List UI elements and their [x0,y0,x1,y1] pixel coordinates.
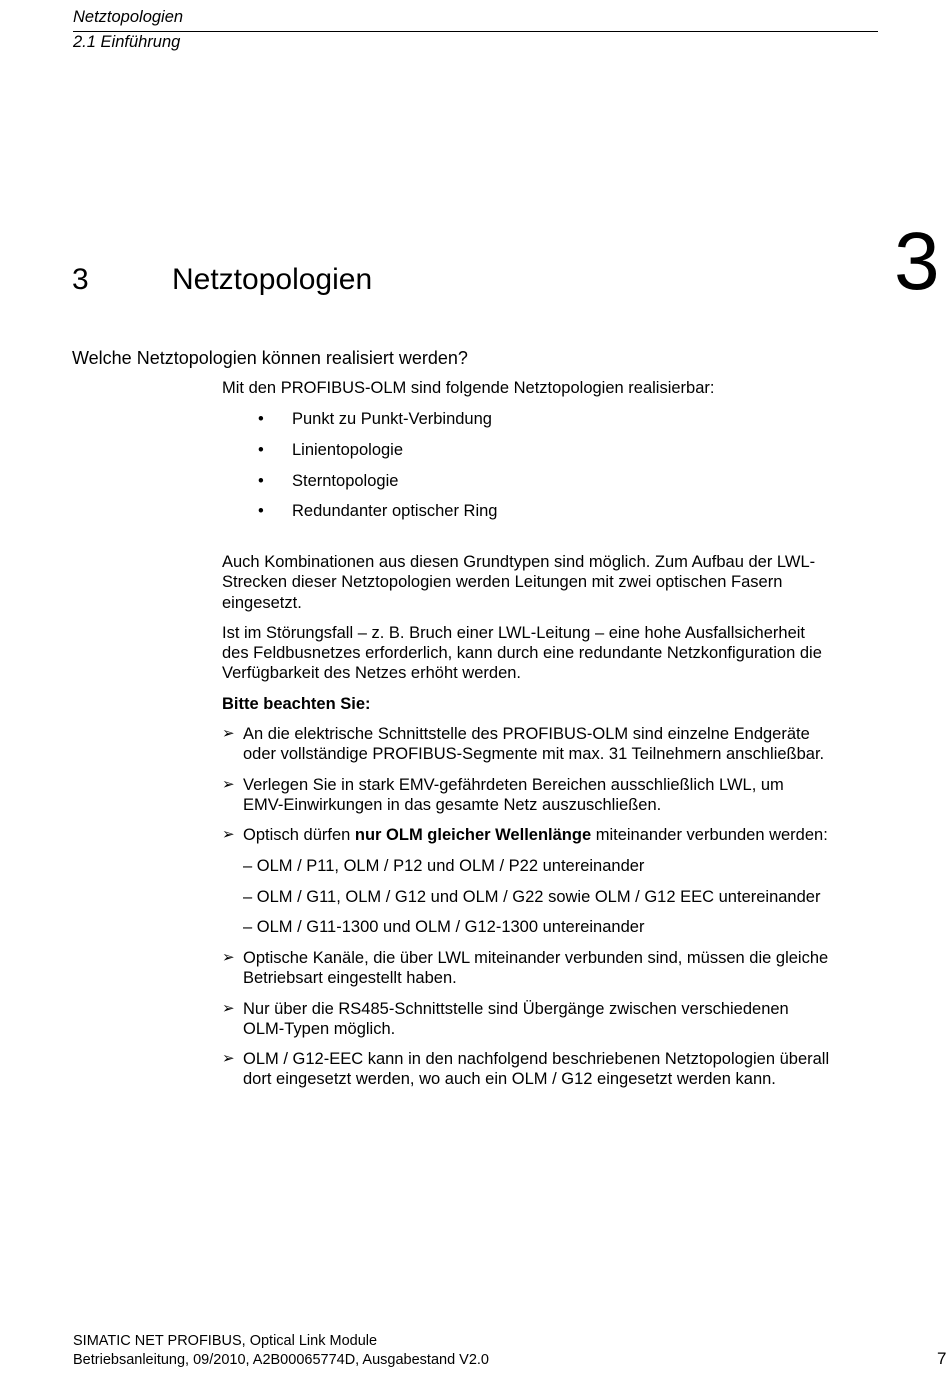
paragraph-line: des Feldbusnetzes erforderlich, kann durch eine redundante Netzkonfiguration die [222,644,822,662]
note-line: Optische Kanäle, die über LWL miteinander verbunden sind, müssen die gleiche [243,949,829,967]
header-divider [73,31,878,32]
note-line: oder vollständige PROFIBUS-Segmente mit max. 31 Teilnehmern anschließbar. [243,745,825,763]
paragraph-line: Strecken dieser Netztopologien werden Leitungen mit zwei optischen Fasern [222,573,783,591]
note-text-regular: miteinander verbunden werden: [591,826,828,844]
chapter-number: 3 [72,263,89,296]
note-line: An die elektrische Schnittstelle des PROFIBUS-OLM sind einzelne Endgeräte [243,725,810,743]
note-line: dort eingesetzt werden, wo auch ein OLM / G12 eingesetzt werden kann. [243,1070,776,1088]
note-line [243,825,828,846]
footer-document-info: Betriebsanleitung, 09/2010, A2B00065774D, Ausgabestand V2.0 [73,1352,489,1368]
list-item: Punkt zu Punkt-Verbindung [292,410,492,428]
chapter-tab-number: 3 [894,216,940,307]
list-item: Redundanter optischer Ring [292,502,498,520]
arrow-bullet-icon: ➢ [222,725,235,742]
chapter-title: Netztopologien [172,263,373,296]
list-item: Sterntopologie [292,472,399,490]
bullet-marker: • [258,441,264,459]
running-header-chapter: Netztopologien [73,8,184,26]
bullet-marker: • [258,502,264,520]
note-text-regular: Optisch dürfen [243,826,355,844]
paragraph-line: Auch Kombinationen aus diesen Grundtypen sind möglich. Zum Aufbau der LWL- [222,553,816,571]
running-header-section: 2.1 Einführung [73,33,181,51]
note-line: Nur über die RS485-Schnittstelle sind Übergänge zwischen verschiedenen [243,1000,789,1018]
note-line: Betriebsart eingestellt haben. [243,969,457,987]
note-text-emphasis: nur OLM gleicher Wellenlänge [354,826,592,844]
arrow-bullet-icon: ➢ [222,949,235,966]
note-line: EMV-Einwirkungen in das gesamte Netz auszuschließen. [243,796,662,814]
paragraph-line: Ist im Störungsfall – z. B. Bruch einer LWL-Leitung – eine hohe Ausfallsicherheit [222,624,806,642]
arrow-bullet-icon: ➢ [222,776,235,793]
paragraph-line: eingesetzt. [222,594,302,612]
note-line: OLM-Typen möglich. [243,1020,396,1038]
note-line: Verlegen Sie in stark EMV-gefährdeten Bereichen ausschließlich LWL, um [243,776,784,794]
arrow-bullet-icon: ➢ [222,1000,235,1017]
section-heading: Welche Netztopologien können realisiert werden? [72,348,468,368]
page-number: 7 [937,1349,947,1368]
arrow-bullet-icon: ➢ [222,826,235,843]
list-item: – OLM / G11, OLM / G12 und OLM / G22 sowie OLM / G12 EEC untereinander [243,888,821,906]
list-item: Linientopologie [292,441,404,459]
list-item: – OLM / G11-1300 und OLM / G12-1300 untereinander [243,918,645,936]
arrow-bullet-icon: ➢ [222,1050,235,1067]
bullet-marker: • [258,472,264,490]
bullet-marker: • [258,410,264,428]
note-line: OLM / G12-EEC kann in den nachfolgend beschriebenen Netztopologien überall [243,1050,830,1068]
paragraph-line: Verfügbarkeit des Netzes erhöht werden. [222,664,522,682]
notes-heading: Bitte beachten Sie: [222,695,371,713]
intro-paragraph: Mit den PROFIBUS-OLM sind folgende Netztopologien realisierbar: [222,379,715,397]
footer-product: SIMATIC NET PROFIBUS, Optical Link Module [73,1333,378,1349]
list-item: – OLM / P11, OLM / P12 und OLM / P22 untereinander [243,857,645,875]
